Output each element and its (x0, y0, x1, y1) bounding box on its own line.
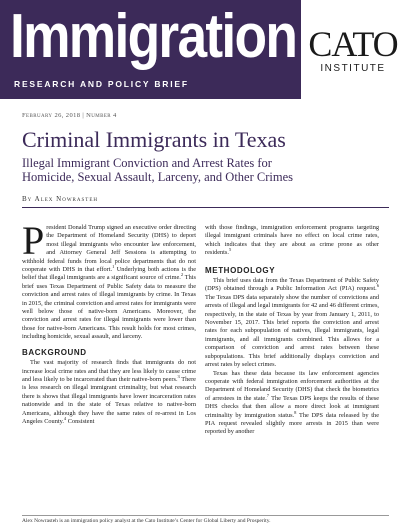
section-heading-methodology: METHODOLOGY (205, 265, 276, 275)
footnote-ref: 3 (177, 373, 180, 379)
article-title: Criminal Immigrants in Texas (22, 127, 286, 152)
background-paragraph (22, 359, 196, 426)
text-run: The DPS data released by the PIA request revealed slightly more arrests in 2015 than were reported by another (205, 411, 379, 436)
methodology-paragraph-2 (205, 370, 379, 437)
continued-paragraph (205, 224, 379, 258)
left-column (22, 218, 197, 426)
footnote-ref: 8 (294, 409, 297, 415)
right-column (205, 224, 379, 437)
divider-rule (22, 207, 389, 208)
text-run: The vast majority of research finds that immigrants do not increase local crime rates and that they are less likely to cause crime and less likely to be incarcerated than their native-born peers. (22, 359, 196, 383)
text-run: Consistent (66, 417, 95, 425)
cato-logo-sub: INSTITUTE (320, 63, 386, 74)
methodology-paragraph (205, 277, 379, 369)
footnote-ref: 4 (63, 415, 67, 421)
text-run: The Texas DPS data separately show the number of convictions and arrests of illegal and legal immigrants for 42 and 46 different crimes, respectively, in the state of Texas by year from January 1, 2011, to November 15, 2017. This brief reports the conviction and arrest rates for each subpopulation of natives, illegal immigrants, legal immigrants, and all immigrants combined. This allows for a comparison of conviction and arrest rates between these subpopulations. This brief additionally displays conviction and arrest rates by select crimes. (205, 293, 379, 369)
text-run: This brief uses data from the Texas Department of Public Safety (DPS) obtained through a Public Information Act (PIA) request. (205, 277, 379, 293)
text-run: There is less research on illegal immigrant criminality, but what research there is shows that illegal immigrants have lower incarceration rates nationwide and in the state of Texas relative to native-born Americans, although they have the same rates of re-arrest in Los Angeles County. (22, 375, 196, 425)
cato-logo (301, 0, 405, 99)
footer-rule (22, 515, 389, 516)
intro-paragraph (22, 218, 197, 342)
text-run: Texas has these data because its law enforcement agencies cooperate with federal immigration enforcement authorities at the Department of Homeland Security (DHS) that check the biometrics of arrestees in the state. (205, 369, 379, 402)
footnote-ref: 2 (180, 272, 184, 278)
article-subtitle: Illegal Immigrant Conviction and Arrest Rates for Homicide, Sexual Assault, Larceny, and Other Crimes (22, 156, 293, 184)
byline: By Alex Nowrasteh (22, 195, 98, 203)
footnote-ref: 1 (112, 263, 115, 269)
text-run: Underlying both actions is the belief that illegal immigrants are a significant source of crime. (22, 266, 196, 282)
text-run: The Texas DPS keeps the results of these DHS checks that then allow a more direct look at immigrant criminality by immigration status. (205, 394, 379, 419)
publication-title: Immigration (10, 2, 297, 71)
text-run: This brief uses Texas Department of Public Safety data to measure the conviction and arrest rates of illegal immigrants by crime. In Texas in 2015, the criminal conviction and arrest rates for immigrants were well below those of native-born Americans. Moreover, the conviction and arrest rates for illegal immigrants were lower than those for native-born Americans. This result holds for most crimes, including homicide, sexual assault, and larceny. (22, 274, 197, 341)
publication-subtitle: RESEARCH AND POLICY BRIEF (14, 79, 189, 89)
footnote-ref: 7 (266, 392, 270, 398)
author-footnote: Alex Nowrasteh is an immigration policy analyst at the Cato Institute’s Center for Global Liberty and Prosperity. (22, 518, 271, 524)
footnote-ref: 6 (376, 283, 379, 289)
text-run: resident Donald Trump signed an executive order directing the Department of Homeland Security (DHS) to deport most illegal immigrants who encounter law enforcement, and Attorney General Jeff Sessions is attempting to withhold federal funds from local police departments that do not cooperate with DHS in that effort. (22, 224, 196, 274)
cato-logo-main: CATO (308, 24, 398, 64)
footnote-ref: 5 (228, 247, 232, 253)
header-banner (0, 0, 405, 99)
section-heading-background: BACKGROUND (22, 347, 87, 357)
text-run: with those findings, immigration enforcement programs targeting illegal immigrant criminals have no effect on local crime rates, which indicates that they are about as crime prone as other residents. (205, 224, 379, 257)
issue-meta: February 26, 2018 | Number 4 (22, 112, 117, 119)
drop-cap: P (22, 218, 45, 263)
